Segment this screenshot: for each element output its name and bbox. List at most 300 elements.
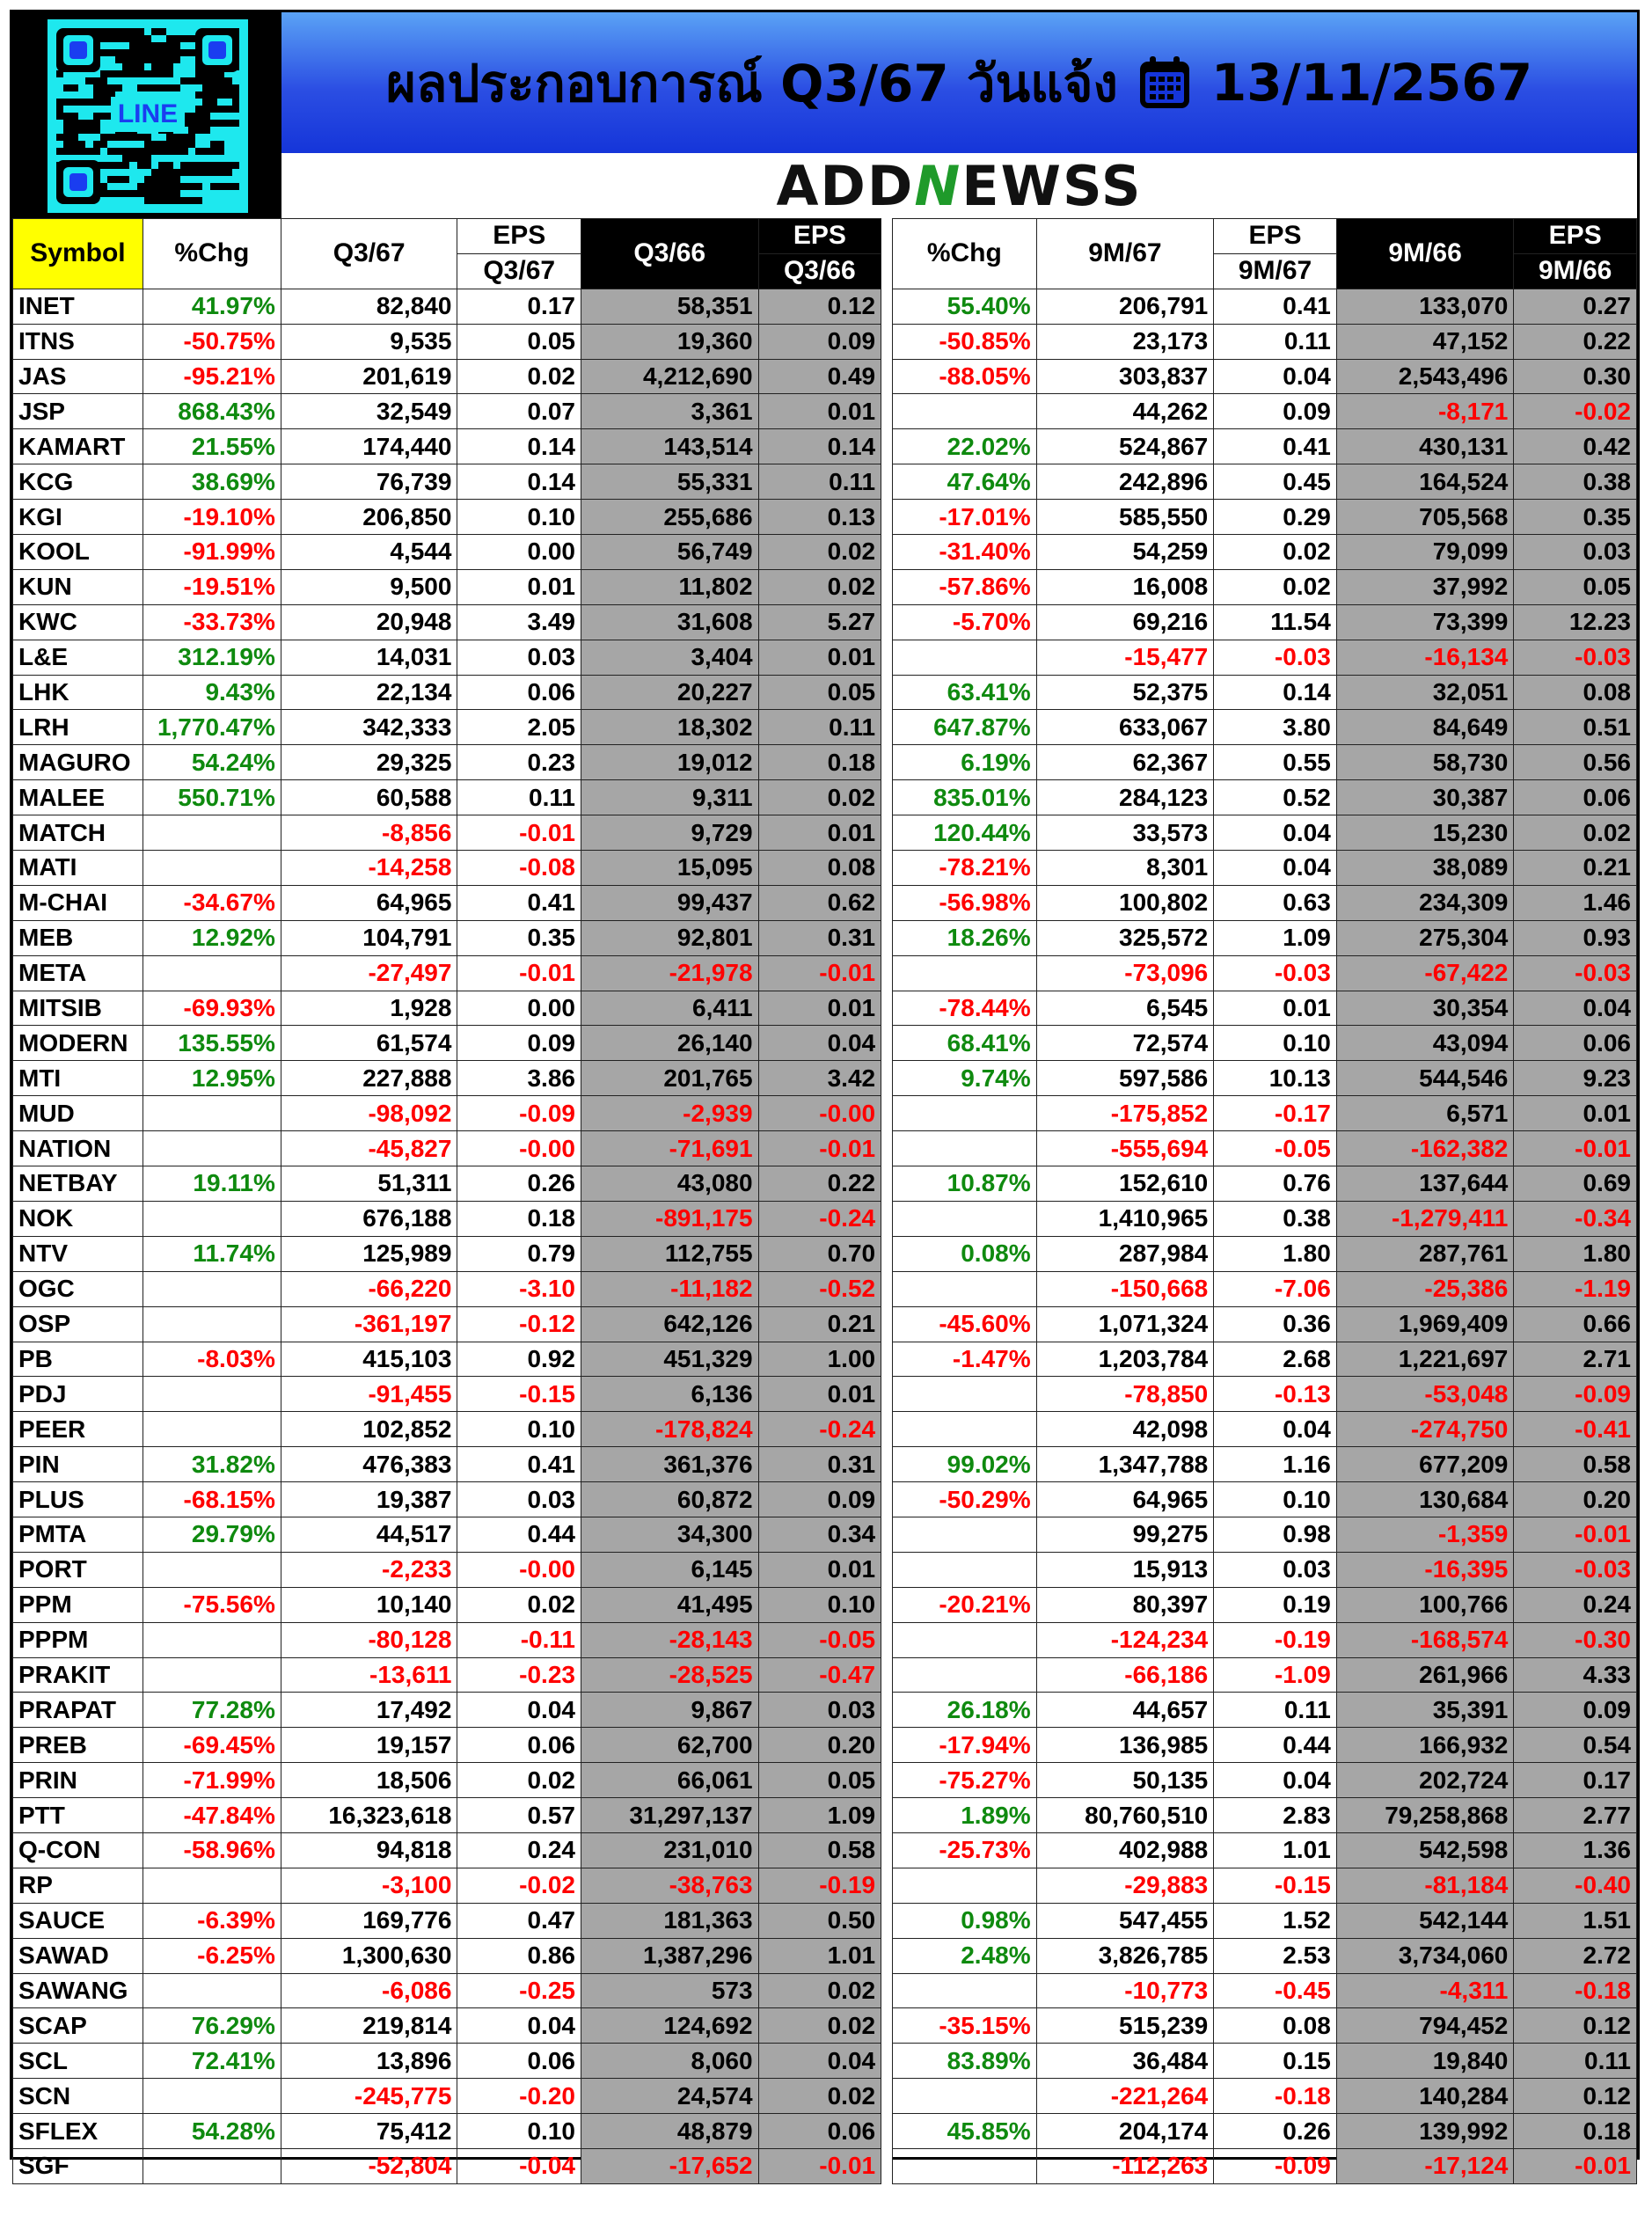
q367-cell: 76,739 — [281, 464, 457, 500]
eps-q366-cell: -0.01 — [758, 2148, 881, 2183]
q366-cell: 9,311 — [581, 780, 758, 815]
eps-q366-cell: 0.58 — [758, 1832, 881, 1868]
column-gap — [881, 569, 893, 604]
eps-9m67-cell: 0.02 — [1214, 535, 1337, 570]
9m67-cell: 1,347,788 — [1036, 1447, 1214, 1482]
chg-9m-cell: 1.89% — [892, 1798, 1036, 1833]
q367-cell: 104,791 — [281, 920, 457, 955]
table-row — [13, 1973, 1637, 2008]
eps-q366-cell: -0.24 — [758, 1201, 881, 1236]
eps-9m66-cell: 0.06 — [1514, 780, 1637, 815]
9m66-cell: 137,644 — [1336, 1166, 1514, 1202]
q367-cell: -66,220 — [281, 1271, 457, 1306]
symbol-cell: JSP — [13, 394, 143, 429]
symbol-cell: NOK — [13, 1201, 143, 1236]
eps-q367-cell: 0.03 — [457, 1482, 581, 1517]
9m67-cell: 402,988 — [1036, 1832, 1214, 1868]
chg-cell: 12.95% — [143, 1061, 281, 1096]
eps-9m67-cell: 0.38 — [1214, 1201, 1337, 1236]
table-row — [13, 991, 1637, 1026]
column-gap — [881, 920, 893, 955]
9m66-cell: 6,571 — [1336, 1096, 1514, 1131]
q367-cell: 32,549 — [281, 394, 457, 429]
table-row — [13, 780, 1637, 815]
symbol-cell: SGF — [13, 2148, 143, 2183]
table-row — [13, 745, 1637, 780]
col-eps-9m67: EPS — [1214, 219, 1337, 254]
symbol-cell: PPPM — [13, 1622, 143, 1657]
eps-q366-cell: 1.09 — [758, 1798, 881, 1833]
eps-9m67-cell: 0.52 — [1214, 780, 1337, 815]
line-qr-code[interactable] — [48, 19, 248, 213]
9m66-cell: -16,134 — [1336, 640, 1514, 675]
eps-9m66-cell: 0.24 — [1514, 1587, 1637, 1622]
column-gap — [881, 2114, 893, 2149]
column-gap — [881, 429, 893, 464]
eps-9m66-cell: 0.01 — [1514, 1096, 1637, 1131]
symbol-cell: MODERN — [13, 1026, 143, 1061]
eps-q367-cell: 0.02 — [457, 1763, 581, 1798]
table-row — [13, 1306, 1637, 1342]
eps-q366-cell: 0.05 — [758, 675, 881, 710]
9m67-cell: 23,173 — [1036, 324, 1214, 359]
eps-9m67-cell: 0.41 — [1214, 429, 1337, 464]
symbol-cell: KGI — [13, 500, 143, 535]
eps-9m66-cell: 0.51 — [1514, 710, 1637, 745]
q367-cell: -45,827 — [281, 1131, 457, 1166]
chg-9m-cell: 55.40% — [892, 289, 1036, 324]
column-gap — [881, 1832, 893, 1868]
table-row — [13, 429, 1637, 464]
chg-cell — [143, 815, 281, 851]
eps-9m67-cell: -0.03 — [1214, 640, 1337, 675]
chg-cell: 76.29% — [143, 2008, 281, 2044]
eps-9m67-cell: 11.54 — [1214, 604, 1337, 640]
eps-q367-cell: 0.11 — [457, 780, 581, 815]
eps-9m67-cell: 0.26 — [1214, 2114, 1337, 2149]
q366-cell: 19,012 — [581, 745, 758, 780]
chg-cell: -6.25% — [143, 1938, 281, 1973]
9m67-cell: 72,574 — [1036, 1026, 1214, 1061]
eps-q367-cell: -3.10 — [457, 1271, 581, 1306]
column-gap — [881, 1447, 893, 1482]
eps-q366-cell: 0.01 — [758, 394, 881, 429]
q367-cell: 75,412 — [281, 2114, 457, 2149]
eps-q366-cell: 0.31 — [758, 920, 881, 955]
eps-q366-cell: 0.21 — [758, 1306, 881, 1342]
table-row — [13, 1868, 1637, 1903]
chg-9m-cell — [892, 1657, 1036, 1693]
eps-q366-cell: 0.49 — [758, 359, 881, 394]
chg-9m-cell: 45.85% — [892, 2114, 1036, 2149]
eps-q366-cell: 0.01 — [758, 991, 881, 1026]
chg-9m-cell: -35.15% — [892, 2008, 1036, 2044]
eps-9m67-cell: -0.13 — [1214, 1377, 1337, 1412]
q366-cell: 1,387,296 — [581, 1938, 758, 1973]
chg-9m-cell — [892, 955, 1036, 991]
table-row — [13, 1587, 1637, 1622]
9m66-cell: 1,221,697 — [1336, 1342, 1514, 1377]
9m66-cell: 234,309 — [1336, 885, 1514, 920]
9m67-cell: -555,694 — [1036, 1131, 1214, 1166]
chg-9m-cell: 68.41% — [892, 1026, 1036, 1061]
column-gap — [881, 1412, 893, 1447]
q367-cell: -245,775 — [281, 2079, 457, 2114]
9m66-cell: 15,230 — [1336, 815, 1514, 851]
q366-cell: 3,404 — [581, 640, 758, 675]
q367-cell: 18,506 — [281, 1763, 457, 1798]
symbol-cell: PLUS — [13, 1482, 143, 1517]
9m66-cell: 164,524 — [1336, 464, 1514, 500]
eps-q367-cell: 0.79 — [457, 1236, 581, 1271]
eps-9m66-cell: 4.33 — [1514, 1657, 1637, 1693]
eps-q366-cell: 0.09 — [758, 324, 881, 359]
table-row — [13, 1271, 1637, 1306]
chg-cell: -19.51% — [143, 569, 281, 604]
eps-q367-cell: 0.02 — [457, 1587, 581, 1622]
qr-finder-icon — [195, 28, 239, 72]
q366-cell: -38,763 — [581, 1868, 758, 1903]
table-row — [13, 394, 1637, 429]
q366-cell: 15,095 — [581, 851, 758, 886]
column-gap — [881, 1973, 893, 2008]
eps-q366-cell: 0.04 — [758, 1026, 881, 1061]
9m67-cell: 284,123 — [1036, 780, 1214, 815]
eps-q367-cell: 0.06 — [457, 1728, 581, 1763]
table-row — [13, 1763, 1637, 1798]
9m66-cell: 100,766 — [1336, 1587, 1514, 1622]
eps-9m66-cell: 0.18 — [1514, 2114, 1637, 2149]
eps-q366-cell: -0.24 — [758, 1412, 881, 1447]
table-row — [13, 815, 1637, 851]
eps-9m66-cell: -0.01 — [1514, 2148, 1637, 2183]
symbol-cell: NETBAY — [13, 1166, 143, 1202]
eps-9m66-cell: 0.66 — [1514, 1306, 1637, 1342]
chg-9m-cell: -57.86% — [892, 569, 1036, 604]
9m67-cell: 204,174 — [1036, 2114, 1214, 2149]
table-row — [13, 2044, 1637, 2079]
column-gap — [881, 1517, 893, 1552]
col-chg-9m: %Chg — [892, 219, 1036, 289]
eps-q367-cell: 0.24 — [457, 1832, 581, 1868]
column-gap — [881, 851, 893, 886]
eps-q367-cell: 0.17 — [457, 289, 581, 324]
eps-q367-cell: 0.57 — [457, 1798, 581, 1833]
symbol-cell: MEB — [13, 920, 143, 955]
chg-cell: 19.11% — [143, 1166, 281, 1202]
eps-9m66-cell: -0.40 — [1514, 1868, 1637, 1903]
9m67-cell: 15,913 — [1036, 1552, 1214, 1587]
q366-cell: 231,010 — [581, 1832, 758, 1868]
eps-9m67-cell: 1.09 — [1214, 920, 1337, 955]
symbol-cell: M-CHAI — [13, 885, 143, 920]
qr-block — [12, 12, 281, 218]
eps-q367-cell: 0.18 — [457, 1201, 581, 1236]
symbol-cell: KAMART — [13, 429, 143, 464]
table-row — [13, 1447, 1637, 1482]
eps-9m67-cell: 0.10 — [1214, 1482, 1337, 1517]
9m66-cell: -4,311 — [1336, 1973, 1514, 2008]
eps-q366-cell: 0.05 — [758, 1763, 881, 1798]
q367-cell: 102,852 — [281, 1412, 457, 1447]
9m66-cell: 37,992 — [1336, 569, 1514, 604]
9m67-cell: 206,791 — [1036, 289, 1214, 324]
eps-9m66-cell: 12.23 — [1514, 604, 1637, 640]
eps-9m67-cell: 0.04 — [1214, 815, 1337, 851]
eps-q366-cell: 0.06 — [758, 2114, 881, 2149]
eps-9m66-cell: -0.09 — [1514, 1377, 1637, 1412]
symbol-cell: MALEE — [13, 780, 143, 815]
9m67-cell: -29,883 — [1036, 1868, 1214, 1903]
eps-9m66-cell: -0.18 — [1514, 1973, 1637, 2008]
chg-cell: 135.55% — [143, 1026, 281, 1061]
eps-9m66-cell: 0.35 — [1514, 500, 1637, 535]
eps-9m66-cell: 0.05 — [1514, 569, 1637, 604]
q367-cell: 9,500 — [281, 569, 457, 604]
9m67-cell: -221,264 — [1036, 2079, 1214, 2114]
column-gap — [881, 324, 893, 359]
chg-cell: -8.03% — [143, 1342, 281, 1377]
eps-q367-cell: 0.06 — [457, 675, 581, 710]
col-9m66: 9M/66 — [1336, 219, 1514, 289]
eps-q366-cell: -0.00 — [758, 1096, 881, 1131]
eps-9m67-cell: 0.76 — [1214, 1166, 1337, 1202]
chg-cell: 31.82% — [143, 1447, 281, 1482]
symbol-cell: PORT — [13, 1552, 143, 1587]
table-row — [13, 885, 1637, 920]
chg-9m-cell: -5.70% — [892, 604, 1036, 640]
eps-9m66-cell: 0.12 — [1514, 2008, 1637, 2044]
q367-cell: 676,188 — [281, 1201, 457, 1236]
symbol-cell: Q-CON — [13, 1832, 143, 1868]
column-gap — [881, 2148, 893, 2183]
column-gap — [881, 675, 893, 710]
column-gap — [881, 1236, 893, 1271]
symbol-cell: META — [13, 955, 143, 991]
eps-q367-cell: 0.44 — [457, 1517, 581, 1552]
q367-cell: 4,544 — [281, 535, 457, 570]
chg-9m-cell — [892, 1868, 1036, 1903]
eps-9m67-cell: 2.68 — [1214, 1342, 1337, 1377]
eps-q366-cell: 0.02 — [758, 2079, 881, 2114]
q367-cell: 1,300,630 — [281, 1938, 457, 1973]
eps-q367-cell: 0.86 — [457, 1938, 581, 1973]
9m67-cell: 16,008 — [1036, 569, 1214, 604]
eps-q367-cell: -0.01 — [457, 955, 581, 991]
q366-cell: 43,080 — [581, 1166, 758, 1202]
chg-cell: -68.15% — [143, 1482, 281, 1517]
9m66-cell: -53,048 — [1336, 1377, 1514, 1412]
q367-cell: -13,611 — [281, 1657, 457, 1693]
9m66-cell: 2,543,496 — [1336, 359, 1514, 394]
chg-cell: 550.71% — [143, 780, 281, 815]
eps-q366-cell: 0.62 — [758, 885, 881, 920]
eps-q367-cell: 0.03 — [457, 640, 581, 675]
q367-cell: 14,031 — [281, 640, 457, 675]
col-q366: Q3/66 — [581, 219, 758, 289]
9m66-cell: -1,359 — [1336, 1517, 1514, 1552]
col-symbol: Symbol — [13, 219, 143, 289]
9m66-cell: -1,279,411 — [1336, 1201, 1514, 1236]
column-gap — [881, 359, 893, 394]
q366-cell: 56,749 — [581, 535, 758, 570]
eps-q366-cell: -0.01 — [758, 1131, 881, 1166]
symbol-cell: SCN — [13, 2079, 143, 2114]
q366-cell: 66,061 — [581, 1763, 758, 1798]
q367-cell: -6,086 — [281, 1973, 457, 2008]
col-eps-9m66-sub: 9M/66 — [1514, 253, 1637, 289]
eps-9m66-cell: 1.80 — [1514, 1236, 1637, 1271]
eps-q366-cell: 0.11 — [758, 464, 881, 500]
symbol-cell: PEER — [13, 1412, 143, 1447]
q367-cell: -27,497 — [281, 955, 457, 991]
eps-q366-cell: 0.11 — [758, 710, 881, 745]
q366-cell: 11,802 — [581, 569, 758, 604]
eps-9m66-cell: 0.27 — [1514, 289, 1637, 324]
eps-q367-cell: 0.07 — [457, 394, 581, 429]
q367-cell: 169,776 — [281, 1903, 457, 1938]
table-row — [13, 1412, 1637, 1447]
9m67-cell: 44,657 — [1036, 1693, 1214, 1728]
symbol-cell: RP — [13, 1868, 143, 1903]
symbol-cell: PIN — [13, 1447, 143, 1482]
q366-cell: 31,608 — [581, 604, 758, 640]
q366-cell: 6,136 — [581, 1377, 758, 1412]
9m67-cell: 633,067 — [1036, 710, 1214, 745]
chg-9m-cell: -56.98% — [892, 885, 1036, 920]
addnewss-logo[interactable]: ADDNEWSS — [776, 153, 1143, 218]
eps-q366-cell: 0.02 — [758, 535, 881, 570]
column-gap — [881, 1657, 893, 1693]
chg-9m-cell: 120.44% — [892, 815, 1036, 851]
eps-q367-cell: -0.20 — [457, 2079, 581, 2114]
9m67-cell: 69,216 — [1036, 604, 1214, 640]
q366-cell: -11,182 — [581, 1271, 758, 1306]
column-gap — [881, 1026, 893, 1061]
9m66-cell: -67,422 — [1336, 955, 1514, 991]
eps-q366-cell: 0.01 — [758, 815, 881, 851]
eps-9m67-cell: 0.55 — [1214, 745, 1337, 780]
chg-9m-cell — [892, 1096, 1036, 1131]
eps-9m67-cell: 0.01 — [1214, 991, 1337, 1026]
table-row — [13, 675, 1637, 710]
table-row — [13, 1166, 1637, 1202]
chg-9m-cell — [892, 1412, 1036, 1447]
table-row — [13, 1201, 1637, 1236]
eps-q367-cell: 3.49 — [457, 604, 581, 640]
q367-cell: 22,134 — [281, 675, 457, 710]
9m66-cell: 542,144 — [1336, 1903, 1514, 1938]
chg-9m-cell: -75.27% — [892, 1763, 1036, 1798]
table-row — [13, 1903, 1637, 1938]
symbol-cell: KOOL — [13, 535, 143, 570]
chg-cell: -58.96% — [143, 1832, 281, 1868]
q366-cell: 55,331 — [581, 464, 758, 500]
9m67-cell: 585,550 — [1036, 500, 1214, 535]
eps-q366-cell: -0.01 — [758, 955, 881, 991]
9m66-cell: 38,089 — [1336, 851, 1514, 886]
9m66-cell: -8,171 — [1336, 394, 1514, 429]
column-gap — [881, 1131, 893, 1166]
table-row — [13, 604, 1637, 640]
eps-q367-cell: -0.02 — [457, 1868, 581, 1903]
eps-9m67-cell: 0.98 — [1214, 1517, 1337, 1552]
eps-9m66-cell: 0.02 — [1514, 815, 1637, 851]
eps-q367-cell: -0.15 — [457, 1377, 581, 1412]
symbol-cell: KUN — [13, 569, 143, 604]
eps-q366-cell: 0.14 — [758, 429, 881, 464]
symbol-cell: NATION — [13, 1131, 143, 1166]
q366-cell: 18,302 — [581, 710, 758, 745]
chg-cell — [143, 1271, 281, 1306]
symbol-cell: MITSIB — [13, 991, 143, 1026]
chg-9m-cell: 6.19% — [892, 745, 1036, 780]
eps-9m66-cell: 2.71 — [1514, 1342, 1637, 1377]
q366-cell: 201,765 — [581, 1061, 758, 1096]
earnings-table — [12, 218, 1637, 2184]
9m67-cell: 136,985 — [1036, 1728, 1214, 1763]
9m67-cell: 80,760,510 — [1036, 1798, 1214, 1833]
table-row — [13, 710, 1637, 745]
symbol-cell: PRAPAT — [13, 1693, 143, 1728]
eps-q367-cell: 0.47 — [457, 1903, 581, 1938]
symbol-cell: MATI — [13, 851, 143, 886]
chg-cell: -75.56% — [143, 1587, 281, 1622]
col-9m67: 9M/67 — [1036, 219, 1214, 289]
table-row — [13, 1938, 1637, 1973]
chg-9m-cell: -20.21% — [892, 1587, 1036, 1622]
chg-9m-cell — [892, 1973, 1036, 2008]
chg-cell: -34.67% — [143, 885, 281, 920]
eps-q366-cell: 0.50 — [758, 1903, 881, 1938]
9m66-cell: -168,574 — [1336, 1622, 1514, 1657]
qr-finder-icon — [56, 28, 100, 72]
column-gap — [881, 1482, 893, 1517]
eps-q366-cell: 1.01 — [758, 1938, 881, 1973]
9m66-cell: 140,284 — [1336, 2079, 1514, 2114]
table-row — [13, 1096, 1637, 1131]
9m66-cell: 544,546 — [1336, 1061, 1514, 1096]
9m66-cell: 58,730 — [1336, 745, 1514, 780]
q366-cell: 24,574 — [581, 2079, 758, 2114]
q367-cell: 51,311 — [281, 1166, 457, 1202]
eps-9m66-cell: -1.19 — [1514, 1271, 1637, 1306]
symbol-cell: OGC — [13, 1271, 143, 1306]
q367-cell: 82,840 — [281, 289, 457, 324]
column-gap — [881, 1693, 893, 1728]
col-eps-q367-sub: Q3/67 — [457, 253, 581, 289]
9m67-cell: 547,455 — [1036, 1903, 1214, 1938]
eps-q367-cell: -0.04 — [457, 2148, 581, 2183]
symbol-cell: MTI — [13, 1061, 143, 1096]
eps-9m67-cell: -0.03 — [1214, 955, 1337, 991]
col-eps-q367: EPS — [457, 219, 581, 254]
9m66-cell: 202,724 — [1336, 1763, 1514, 1798]
column-gap — [881, 780, 893, 815]
column-gap — [881, 464, 893, 500]
9m67-cell: 99,275 — [1036, 1517, 1214, 1552]
9m67-cell: 100,802 — [1036, 885, 1214, 920]
chg-cell — [143, 2079, 281, 2114]
q366-cell: 4,212,690 — [581, 359, 758, 394]
chg-9m-cell: 83.89% — [892, 2044, 1036, 2079]
chg-9m-cell — [892, 640, 1036, 675]
eps-q367-cell: 0.35 — [457, 920, 581, 955]
q366-cell: -891,175 — [581, 1201, 758, 1236]
eps-9m67-cell: 0.44 — [1214, 1728, 1337, 1763]
eps-9m67-cell: 2.83 — [1214, 1798, 1337, 1833]
eps-q366-cell: 1.00 — [758, 1342, 881, 1377]
